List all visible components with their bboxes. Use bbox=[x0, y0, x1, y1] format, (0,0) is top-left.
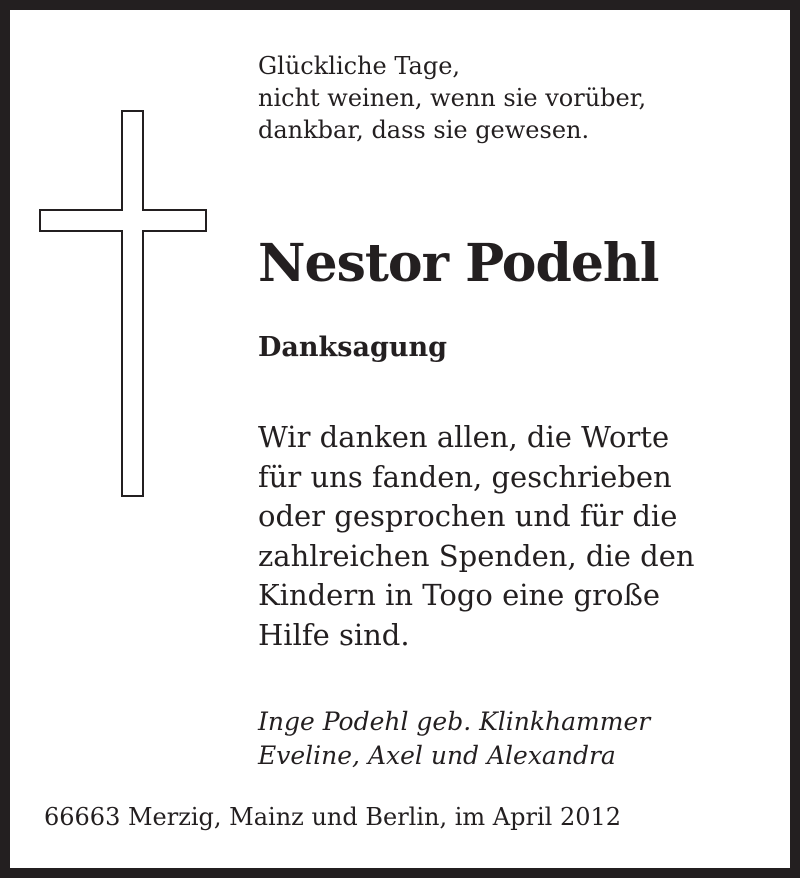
thanks-message bbox=[258, 418, 778, 655]
latin-cross-outline-icon bbox=[38, 110, 208, 500]
thanks-line: zahlreichen Spenden, die den bbox=[258, 538, 695, 573]
thanks-line: Kindern in Togo eine große bbox=[258, 578, 660, 612]
poem-verse bbox=[258, 50, 778, 146]
signature-line: Eveline, Axel und Alexandra bbox=[258, 741, 616, 770]
poem-line: dankbar, dass sie gewesen. bbox=[258, 116, 590, 144]
thanks-line: Wir danken allen, die Worte bbox=[258, 420, 670, 454]
place-and-date: 66663 Merzig, Mainz und Berlin, im April 2012 bbox=[44, 803, 622, 831]
thanks-line: für uns fanden, geschrieben bbox=[258, 459, 672, 494]
poem-line: Glückliche Tage, bbox=[258, 52, 461, 80]
signature-line: Inge Podehl geb. Klinkhammer bbox=[258, 707, 651, 736]
thanks-line: Hilfe sind. bbox=[258, 617, 410, 652]
notice-subtitle: Danksagung bbox=[258, 332, 447, 363]
thanks-line: oder gesprochen und für die bbox=[258, 499, 678, 533]
deceased-name: Nestor Podehl bbox=[258, 233, 659, 294]
poem-line: nicht weinen, wenn sie vorüber, bbox=[258, 84, 647, 112]
family-signature bbox=[258, 705, 778, 773]
